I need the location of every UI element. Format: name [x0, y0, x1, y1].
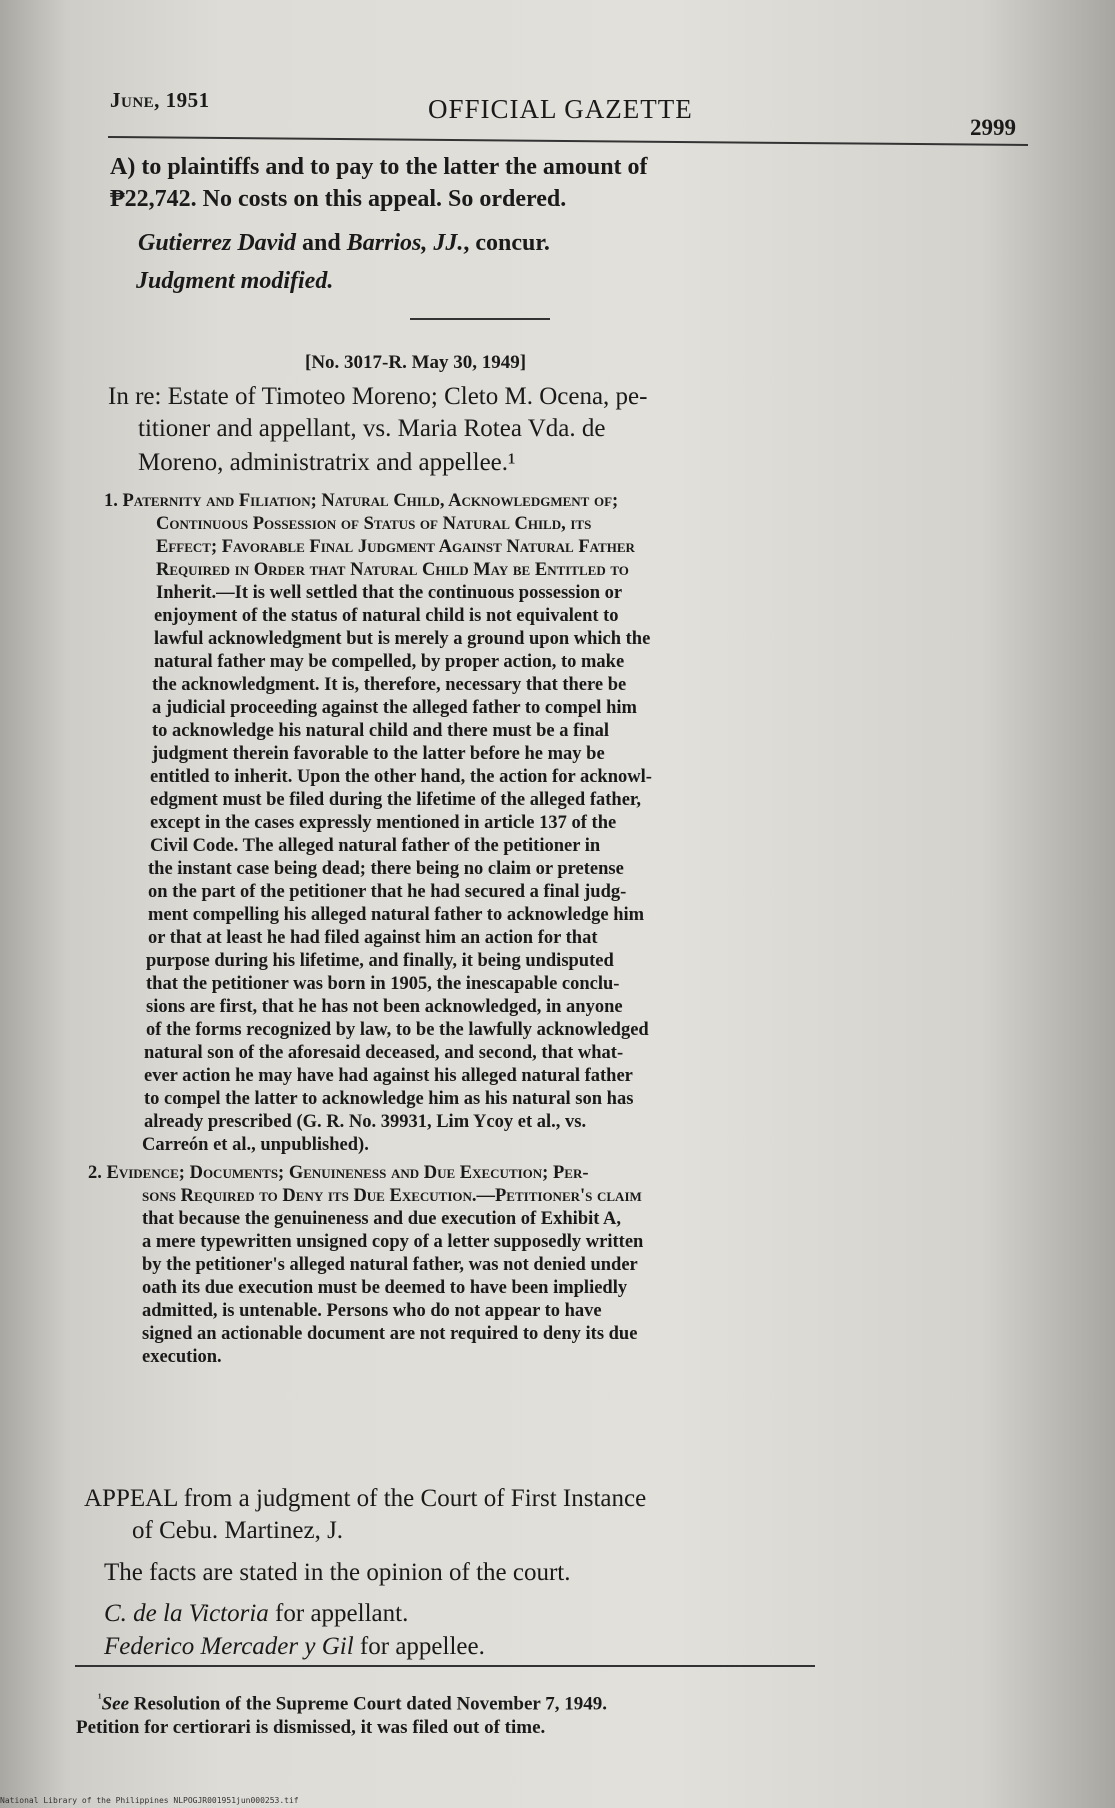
syllabus-line: a mere typewritten unsigned copy of a letter supposedly written: [142, 1232, 644, 1252]
syllabus-line: admitted, is untenable. Persons who do not appear to have: [142, 1301, 602, 1321]
issue-date: June, 1951: [110, 88, 210, 112]
syllabus-line: sions are first, that he has not been acknowledged, in anyone: [146, 997, 623, 1017]
case-title-line: Moreno, administratrix and appellee.¹: [138, 449, 516, 476]
footnote-line: $^{^1}$See Resolution of the Supreme Court dated November 7, 1949.: [98, 1691, 608, 1715]
syllabus-line: the acknowledgment. It is, therefore, necessary that there be: [152, 675, 627, 695]
syllabus-line: except in the cases expressly mentioned in article 137 of the: [150, 813, 617, 833]
syllabus-line: Civil Code. The alleged natural father of the petitioner in: [150, 836, 601, 856]
syllabus-line: edgment must be filed during the lifetime of the alleged father,: [150, 790, 642, 810]
prior-case-line: ₱22,742. No costs on this appeal. So ordered.: [110, 186, 567, 212]
syllabus-line: entitled to inherit. Upon the other hand, the action for acknowl-: [150, 767, 652, 787]
syllabus-line: already prescribed (G. R. No. 39931, Lim Ycoy et al., vs.: [144, 1112, 587, 1132]
syllabus-line: Effect; Favorable Final Judgment Against Natural Father: [156, 537, 635, 557]
syllabus-line: Inherit.—It is well settled that the continuous possession or: [156, 583, 623, 603]
page-header: [110, 84, 1030, 140]
syllabus-line: judgment therein favorable to the latter before he may be: [152, 744, 605, 764]
syllabus-line: lawful acknowledgment but is merely a ground upon which the: [154, 629, 651, 649]
section-divider: [410, 318, 550, 320]
syllabus-line: natural father may be compelled, by proper action, to make: [154, 652, 625, 672]
footnote-line: Petition for certiorari is dismissed, it was filed out of time.: [76, 1717, 546, 1738]
syllabus-line: ment compelling his alleged natural father to acknowledge him: [148, 905, 645, 925]
syllabus-line: ever action he may have had against his alleged natural father: [144, 1066, 633, 1086]
syllabus-line: execution.: [142, 1347, 222, 1367]
syllabus-line: or that at least he had filed against him an action for that: [148, 928, 598, 948]
syllabus-line: 1. Paternity and Filiation; Natural Child, Acknowledgment of;: [104, 491, 619, 511]
case-title-line: In re: Estate of Timoteo Moreno; Cleto M. Ocena, pe-: [108, 383, 648, 410]
header-rule: [108, 136, 1028, 146]
appeal-line: APPEAL from a judgment of the Court of First Instance: [84, 1485, 647, 1512]
publication-title: OFFICIAL GAZETTE: [428, 94, 693, 124]
syllabus-line: 2. Evidence; Documents; Genuineness and Due Execution; Per-: [88, 1163, 589, 1183]
syllabus-line: natural son of the aforesaid deceased, and second, that what-: [144, 1043, 624, 1063]
syllabus-line: that the petitioner was born in 1905, the inescapable conclu-: [146, 974, 620, 994]
counsel-appellee: Federico Mercader y Gil for appellee.: [104, 1633, 485, 1660]
syllabus-line: sons Required to Deny its Due Execution.—Petitioner's claim: [142, 1186, 642, 1206]
case-title-line: titioner and appellant, vs. Maria Rotea Vda. de: [138, 415, 606, 442]
syllabus-line: oath its due execution must be deemed to have been impliedly: [142, 1278, 628, 1298]
scan-label: National Library of the Philippines NLPOGJR001951jun000253.tif: [0, 1796, 299, 1805]
case-number: [No. 3017-R. May 30, 1949]: [305, 352, 527, 373]
concurrence: Gutierrez David and Barrios, JJ., concur.: [138, 230, 550, 256]
syllabus-line: signed an actionable document are not required to deny its due: [142, 1324, 638, 1344]
syllabus-line: on the part of the petitioner that he had secured a final judg-: [148, 882, 627, 902]
syllabus-line: of the forms recognized by law, to be the lawfully acknowledged: [146, 1020, 649, 1040]
syllabus-line: to compel the latter to acknowledge him as his natural son has: [144, 1089, 634, 1109]
page-number: 2999: [970, 115, 1016, 140]
syllabus-line: Continuous Possession of Status of Natural Child, its: [156, 514, 592, 534]
syllabus-line: that because the genuineness and due execution of Exhibit A,: [142, 1209, 621, 1229]
syllabus-line: the instant case being dead; there being no claim or pretense: [148, 859, 624, 879]
syllabus-line: enjoyment of the status of natural child is not equivalent to: [154, 606, 619, 626]
syllabus-line: to acknowledge his natural child and there must be a final: [152, 721, 610, 741]
judgment-result: Judgment modified.: [136, 268, 334, 294]
syllabus-line: a judicial proceeding against the alleged father to compel him: [152, 698, 637, 718]
prior-case-line: A) to plaintiffs and to pay to the latter the amount of: [110, 154, 648, 180]
syllabus-line: by the petitioner's alleged natural father, was not denied under: [142, 1255, 638, 1275]
syllabus-line: purpose during his lifetime, and finally, it being undisputed: [146, 951, 614, 971]
footnote-rule: [75, 1665, 815, 1667]
syllabus-line: Carreón et al., unpublished).: [142, 1135, 369, 1155]
syllabus-line: Required in Order that Natural Child May be Entitled to: [156, 560, 629, 580]
facts-statement: The facts are stated in the opinion of the court.: [104, 1559, 571, 1586]
appeal-line: of Cebu. Martinez, J.: [132, 1517, 344, 1544]
counsel-appellant: C. de la Victoria for appellant.: [104, 1600, 409, 1627]
